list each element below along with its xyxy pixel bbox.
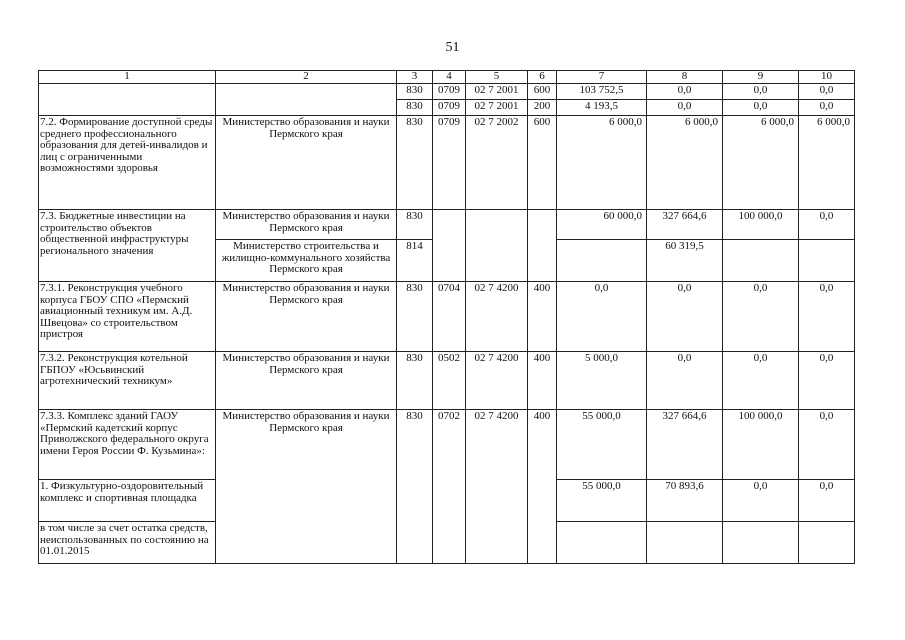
cell-c7: 55 000,0 (557, 480, 647, 522)
cell-c5: 02 7 4200 (466, 410, 528, 564)
empty-cell (433, 210, 466, 282)
cell-c7: 5 000,0 (557, 352, 647, 410)
cell-c4: 0709 (433, 100, 466, 116)
cell-c8: 0,0 (647, 100, 723, 116)
cell-c3: 830 (397, 84, 433, 100)
cell-c10: 0,0 (799, 410, 855, 480)
cell-c8: 0,0 (647, 282, 723, 352)
header-cell: 2 (216, 71, 397, 84)
table-row (39, 410, 855, 480)
cell-c10: 0,0 (799, 84, 855, 100)
empty-cell (39, 84, 216, 116)
cell-c3: 830 (397, 100, 433, 116)
empty-cell (647, 522, 723, 564)
header-cell: 1 (39, 71, 216, 84)
row-description: 7.3. Бюджетные инвестиции на строительство объектов общественной инфраструктуры регионального значения (39, 210, 216, 282)
row-ministry: Министерство образования и науки Пермского края (216, 410, 397, 564)
row-description: в том числе за счет остатка средств, неиспользованных по состоянию на 01.01.2015 (39, 522, 216, 564)
cell-c5: 02 7 2002 (466, 116, 528, 210)
empty-cell (216, 84, 397, 116)
cell-c7: 4 193,5 (557, 100, 647, 116)
cell-c6: 600 (528, 116, 557, 210)
cell-c8: 70 893,6 (647, 480, 723, 522)
row-description: 7.3.1. Реконструкция учебного корпуса ГБОУ СПО «Пермский авиационный техникум им. А.Д. Швецова» со строительством пристроя (39, 282, 216, 352)
cell-c9: 0,0 (723, 352, 799, 410)
row-ministry: Министерство строительства и жилищно-коммунального хозяйства Пермского края (216, 240, 397, 282)
cell-c4: 0704 (433, 282, 466, 352)
cell-c6: 400 (528, 410, 557, 564)
empty-cell (723, 240, 799, 282)
header-cell: 8 (647, 71, 723, 84)
empty-cell (557, 522, 647, 564)
row-ministry: Министерство образования и науки Пермского края (216, 210, 397, 240)
cell-c9: 100 000,0 (723, 210, 799, 240)
header-cell: 9 (723, 71, 799, 84)
cell-c9: 0,0 (723, 282, 799, 352)
table-header-row (39, 71, 855, 84)
cell-c10: 0,0 (799, 100, 855, 116)
row-description: 7.3.2. Реконструкция котельной ГБПОУ «Юсьвинский агротехнический техникум» (39, 352, 216, 410)
cell-c6: 400 (528, 352, 557, 410)
header-cell: 7 (557, 71, 647, 84)
header-cell: 10 (799, 71, 855, 84)
cell-c7: 55 000,0 (557, 410, 647, 480)
header-cell: 4 (433, 71, 466, 84)
cell-c3: 830 (397, 410, 433, 564)
row-ministry: Министерство образования и науки Пермского края (216, 282, 397, 352)
empty-cell (799, 240, 855, 282)
header-cell: 6 (528, 71, 557, 84)
cell-c8: 0,0 (647, 352, 723, 410)
cell-c9: 0,0 (723, 480, 799, 522)
page-number: 51 (445, 40, 460, 55)
table-row (39, 352, 855, 410)
row-ministry: Министерство образования и науки Пермского края (216, 116, 397, 210)
cell-c7: 103 752,5 (557, 84, 647, 100)
table-row (39, 282, 855, 352)
cell-c10: 0,0 (799, 282, 855, 352)
row-ministry: Министерство образования и науки Пермского края (216, 352, 397, 410)
cell-c3: 830 (397, 352, 433, 410)
cell-c8: 60 319,5 (647, 240, 723, 282)
empty-cell (466, 210, 528, 282)
row-description: 1. Физкультурно-оздоровительный комплекс и спортивная площадка (39, 480, 216, 522)
cell-c6: 200 (528, 100, 557, 116)
header-cell: 5 (466, 71, 528, 84)
cell-c3: 814 (397, 240, 433, 282)
cell-c9: 100 000,0 (723, 410, 799, 480)
cell-c9: 0,0 (723, 100, 799, 116)
cell-c7: 0,0 (557, 282, 647, 352)
table-row (39, 210, 855, 240)
cell-c8: 0,0 (647, 84, 723, 100)
empty-cell (557, 240, 647, 282)
cell-c6: 600 (528, 84, 557, 100)
empty-cell (723, 522, 799, 564)
cell-c3: 830 (397, 210, 433, 240)
empty-cell (528, 210, 557, 282)
cell-c10: 6 000,0 (799, 116, 855, 210)
cell-c8: 6 000,0 (647, 116, 723, 210)
cell-c8: 327 664,6 (647, 210, 723, 240)
table-row (39, 116, 855, 210)
cell-c4: 0502 (433, 352, 466, 410)
header-cell: 3 (397, 71, 433, 84)
cell-c3: 830 (397, 116, 433, 210)
cell-c3: 830 (397, 282, 433, 352)
cell-c7: 6 000,0 (557, 116, 647, 210)
cell-c9: 6 000,0 (723, 116, 799, 210)
cell-c4: 0709 (433, 116, 466, 210)
cell-c8: 327 664,6 (647, 410, 723, 480)
cell-c5: 02 7 4200 (466, 282, 528, 352)
table-row (39, 84, 855, 100)
cell-c4: 0702 (433, 410, 466, 564)
empty-cell (799, 522, 855, 564)
row-description: 7.3.3. Комплекс зданий ГАОУ «Пермский кадетский корпус Приволжского федерального округа имени Героя России Ф. Кузьмина»: (39, 410, 216, 480)
cell-c9: 0,0 (723, 84, 799, 100)
cell-c7: 60 000,0 (557, 210, 647, 240)
cell-c4: 0709 (433, 84, 466, 100)
cell-c10: 0,0 (799, 352, 855, 410)
cell-c10: 0,0 (799, 210, 855, 240)
row-description: 7.2. Формирование доступной среды среднего профессионального образования для детей-инвалидов и лиц с ограниченными возможностями здоровья (39, 116, 216, 210)
cell-c6: 400 (528, 282, 557, 352)
cell-c5: 02 7 4200 (466, 352, 528, 410)
budget-table (38, 70, 855, 564)
cell-c5: 02 7 2001 (466, 84, 528, 100)
cell-c10: 0,0 (799, 480, 855, 522)
cell-c5: 02 7 2001 (466, 100, 528, 116)
